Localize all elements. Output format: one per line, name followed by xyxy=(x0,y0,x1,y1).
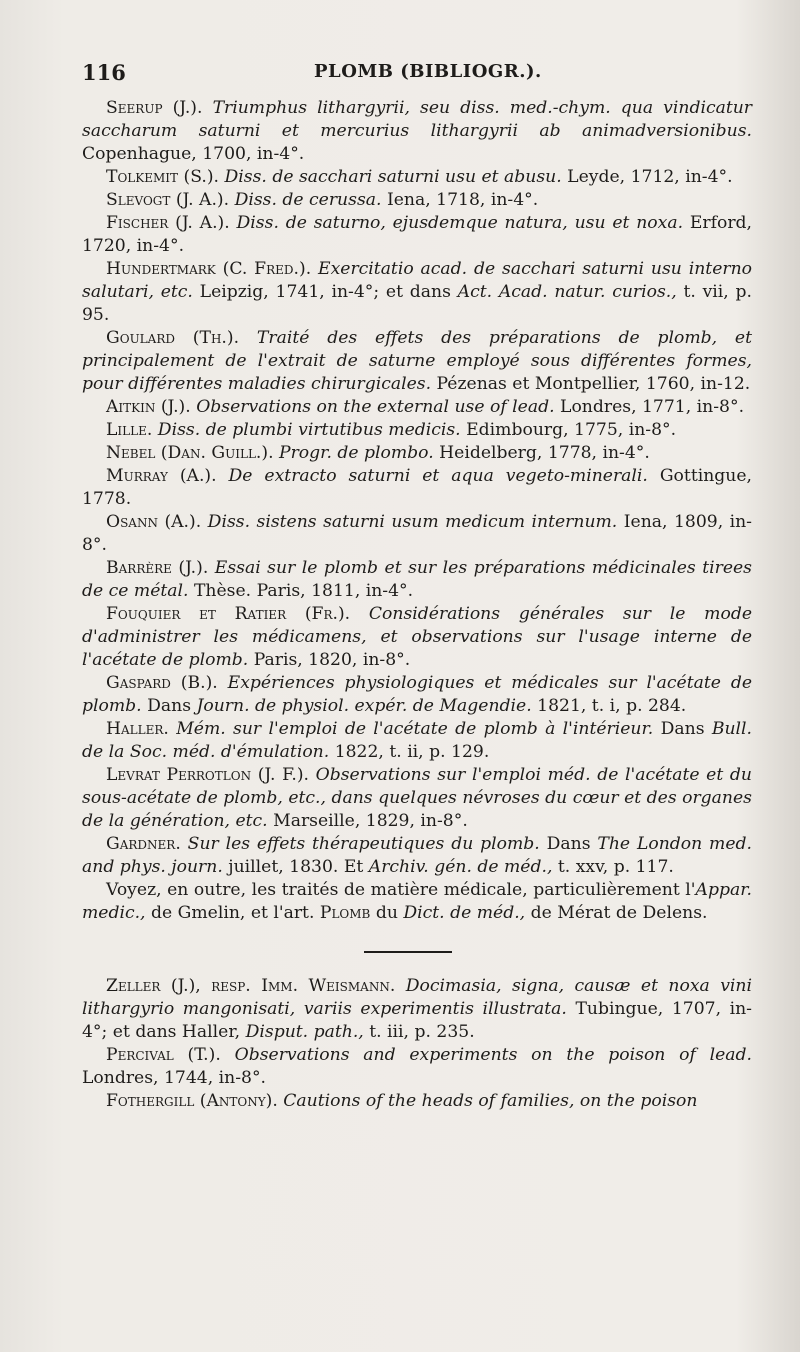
entry-rest: Londres, 1744, in-8°. xyxy=(82,1068,267,1088)
entry-rest2: 1822, t. ii, p. 129. xyxy=(334,742,490,762)
bib-entry xyxy=(82,258,752,327)
entry-rest2: t. iii, p. 235. xyxy=(369,1022,475,1042)
entry-title: Traité des effets des préparations de plomb, et principalement de l'extrait de saturne employé sous différentes formes, pour différentes maladies chirurgicales. xyxy=(82,328,752,394)
entry-rest: Copenhague, 1700, in-4°. xyxy=(82,144,305,164)
entry-author: Fothergill (Antony). xyxy=(106,1091,278,1111)
entry-author: Seerup (J.). xyxy=(106,98,203,118)
section-divider xyxy=(82,925,752,975)
entry-title2: Disput. path., xyxy=(245,1022,364,1042)
bib-entry xyxy=(82,975,752,1044)
bib-entry xyxy=(82,1090,752,1113)
entry-author: Tolkemit (S.). xyxy=(106,167,219,187)
bib-entry xyxy=(82,1044,752,1090)
bib-entry xyxy=(82,511,752,557)
entry-title: Mém. sur l'emploi de l'acétate de plomb à l'intérieur. xyxy=(176,719,654,739)
entry-rest: Dans xyxy=(546,834,591,854)
entry-title: Diss. de cerussa. xyxy=(234,190,382,210)
bib-entry xyxy=(82,166,752,189)
entry-author: Aitkin (J.). xyxy=(106,397,191,417)
entry-title2: The London med. and phys. journ. xyxy=(82,834,752,877)
bib-entry xyxy=(82,603,752,672)
entry-rest: Erford, 1720, in-4°. xyxy=(82,213,753,256)
entry-rest: Gottingue, 1778. xyxy=(82,466,752,509)
entry-author: Percival (T.). xyxy=(106,1045,221,1065)
page-header xyxy=(82,60,752,92)
entry-title: Diss. de plumbi virtutibus medicis. xyxy=(157,420,461,440)
entry-title: Exercitatio acad. de sacchari saturni usu interno salutari, etc. xyxy=(82,259,753,302)
entry-title: Diss. de sacchari saturni usu et abusu. xyxy=(224,167,562,187)
entry-title: Observations sur l'emploi méd. de l'acétate et du sous-acétate de plomb, etc., dans quelques névroses du cœur et des organes de la génération, etc. xyxy=(82,765,752,831)
bibliography xyxy=(82,97,752,1113)
entry-rest: Dans xyxy=(147,696,192,716)
divider-rule xyxy=(364,951,452,953)
bib-entry xyxy=(82,718,752,764)
entry-rest: Iena, 1809, in-8°. xyxy=(82,512,752,555)
entry-author: Barrère (J.). xyxy=(106,558,209,578)
entry-rest2: juillet, 1830. Et xyxy=(228,857,364,877)
entry-title: Docimasia, signa, causæ et noxa vini lithargyrio mangonisati, variis experimentis illustrata. xyxy=(82,976,752,1019)
entry-author: Osann (A.). xyxy=(106,512,202,532)
entry-title: Expériences physiologiques et médicales sur l'acétate de plomb. xyxy=(82,673,752,716)
bib-entry xyxy=(82,465,752,511)
entry-rest: Londres, 1771, in-8°. xyxy=(560,397,745,417)
entry-title: De extracto saturni et aqua vegeto-minerali. xyxy=(228,466,648,486)
bib-entry xyxy=(82,419,752,442)
entry-title2: Bull. de la Soc. méd. d'émulation. xyxy=(82,719,753,762)
entry-rest: Pézenas et Montpellier, 1760, in-12. xyxy=(436,374,751,394)
entry-rest: Edimbourg, 1775, in-8°. xyxy=(466,420,677,440)
entry-title: Observations on the external use of lead. xyxy=(196,397,555,417)
entry-author: Gaspard (B.). xyxy=(106,673,218,693)
entry-rest: Tubingue, 1707, in-4°; et dans Haller, xyxy=(82,999,752,1042)
entry-rest2: t. vii, p. 95. xyxy=(82,282,752,325)
entry-rest: Leipzig, 1741, in-4°; et dans xyxy=(199,282,451,302)
entry-author: Zeller (J.), resp. Imm. Weismann. xyxy=(106,976,396,996)
bib-entry xyxy=(82,212,752,258)
bib-entry xyxy=(82,557,752,603)
entry-author: Levrat Perrotlon (J. F.). xyxy=(106,765,309,785)
entry-author: Lille. xyxy=(106,420,153,440)
entry-rest: Marseille, 1829, in-8°. xyxy=(273,811,468,831)
entry-rest: Heidelberg, 1778, in-4°. xyxy=(439,443,650,463)
entry-title: Progr. de plombo. xyxy=(279,443,434,463)
running-head: PLOMB (BIBLIOGR.). xyxy=(314,61,542,82)
bib-entry xyxy=(82,672,752,718)
bib-entry xyxy=(82,833,752,879)
entries-top xyxy=(82,97,752,879)
entry-title3: Archiv. gén. de méd., xyxy=(368,857,553,877)
entry-author: Fouquier et Ratier (Fr.). xyxy=(106,604,351,624)
entry-title: Considérations générales sur le mode d'administrer les médicamens, et observations sur l'usage interne de l'acétate de plomb. xyxy=(82,604,753,670)
entry-title2: Act. Acad. natur. curios., xyxy=(457,282,677,302)
entry-rest3: t. xxv, p. 117. xyxy=(557,857,674,877)
entry-author: Hundertmark (C. Fred.). xyxy=(106,259,312,279)
entry-author: Nebel (Dan. Guill.). xyxy=(106,443,274,463)
entry-title: Diss. sistens saturni usum medicum internum. xyxy=(207,512,618,532)
bib-entry xyxy=(82,442,752,465)
entry-title: Triumphus lithargyrii, seu diss. med.-chym. qua vindicatur saccharum saturni et mercurius lithargyrii ab animadversionibus. xyxy=(82,98,753,141)
entry-rest: Dans xyxy=(660,719,705,739)
entry-title: Cautions of the heads of families, on the poison xyxy=(283,1091,698,1111)
bib-entry xyxy=(82,327,752,396)
entry-author: Murray (A.). xyxy=(106,466,217,486)
entries-bottom xyxy=(82,975,752,1113)
bib-entry xyxy=(82,396,752,419)
entry-rest: Leyde, 1712, in-4°. xyxy=(567,167,733,187)
bib-entry xyxy=(82,189,752,212)
entry-title: Diss. de saturno, ejusdemque natura, usu et noxa. xyxy=(236,213,684,233)
entry-rest: Paris, 1820, in-8°. xyxy=(253,650,411,670)
entry-author: Haller. xyxy=(106,719,169,739)
entry-author: Fischer (J. A.). xyxy=(106,213,230,233)
entry-rest2: 1821, t. i, p. 284. xyxy=(537,696,687,716)
entry-author: Gardner. xyxy=(106,834,181,854)
entry-title: Essai sur le plomb et sur les préparations médicinales tirees de ce métal. xyxy=(82,558,753,601)
entry-author: Slevogt (J. A.). xyxy=(106,190,230,210)
entry-title2: Journ. de physiol. expér. de Magendie. xyxy=(196,696,532,716)
bib-entry xyxy=(82,764,752,833)
entry-title: Sur les effets thérapeutiques du plomb. xyxy=(187,834,540,854)
entry-author: Goulard (Th.). xyxy=(106,328,240,348)
voyez-note: Voyez, en outre, les traités de matière médicale, particulièrement l'Appar. medic., de Gmelin, et l'art. Plomb du Dict. de méd., de Mérat de Delens. xyxy=(82,880,752,923)
bib-entry xyxy=(82,97,752,166)
entry-title: Observations and experiments on the poison of lead. xyxy=(234,1045,752,1065)
entry-rest: Thèse. Paris, 1811, in-4°. xyxy=(193,581,414,601)
page-number: 116 xyxy=(82,60,126,85)
entry-rest: Iena, 1718, in-4°. xyxy=(386,190,539,210)
